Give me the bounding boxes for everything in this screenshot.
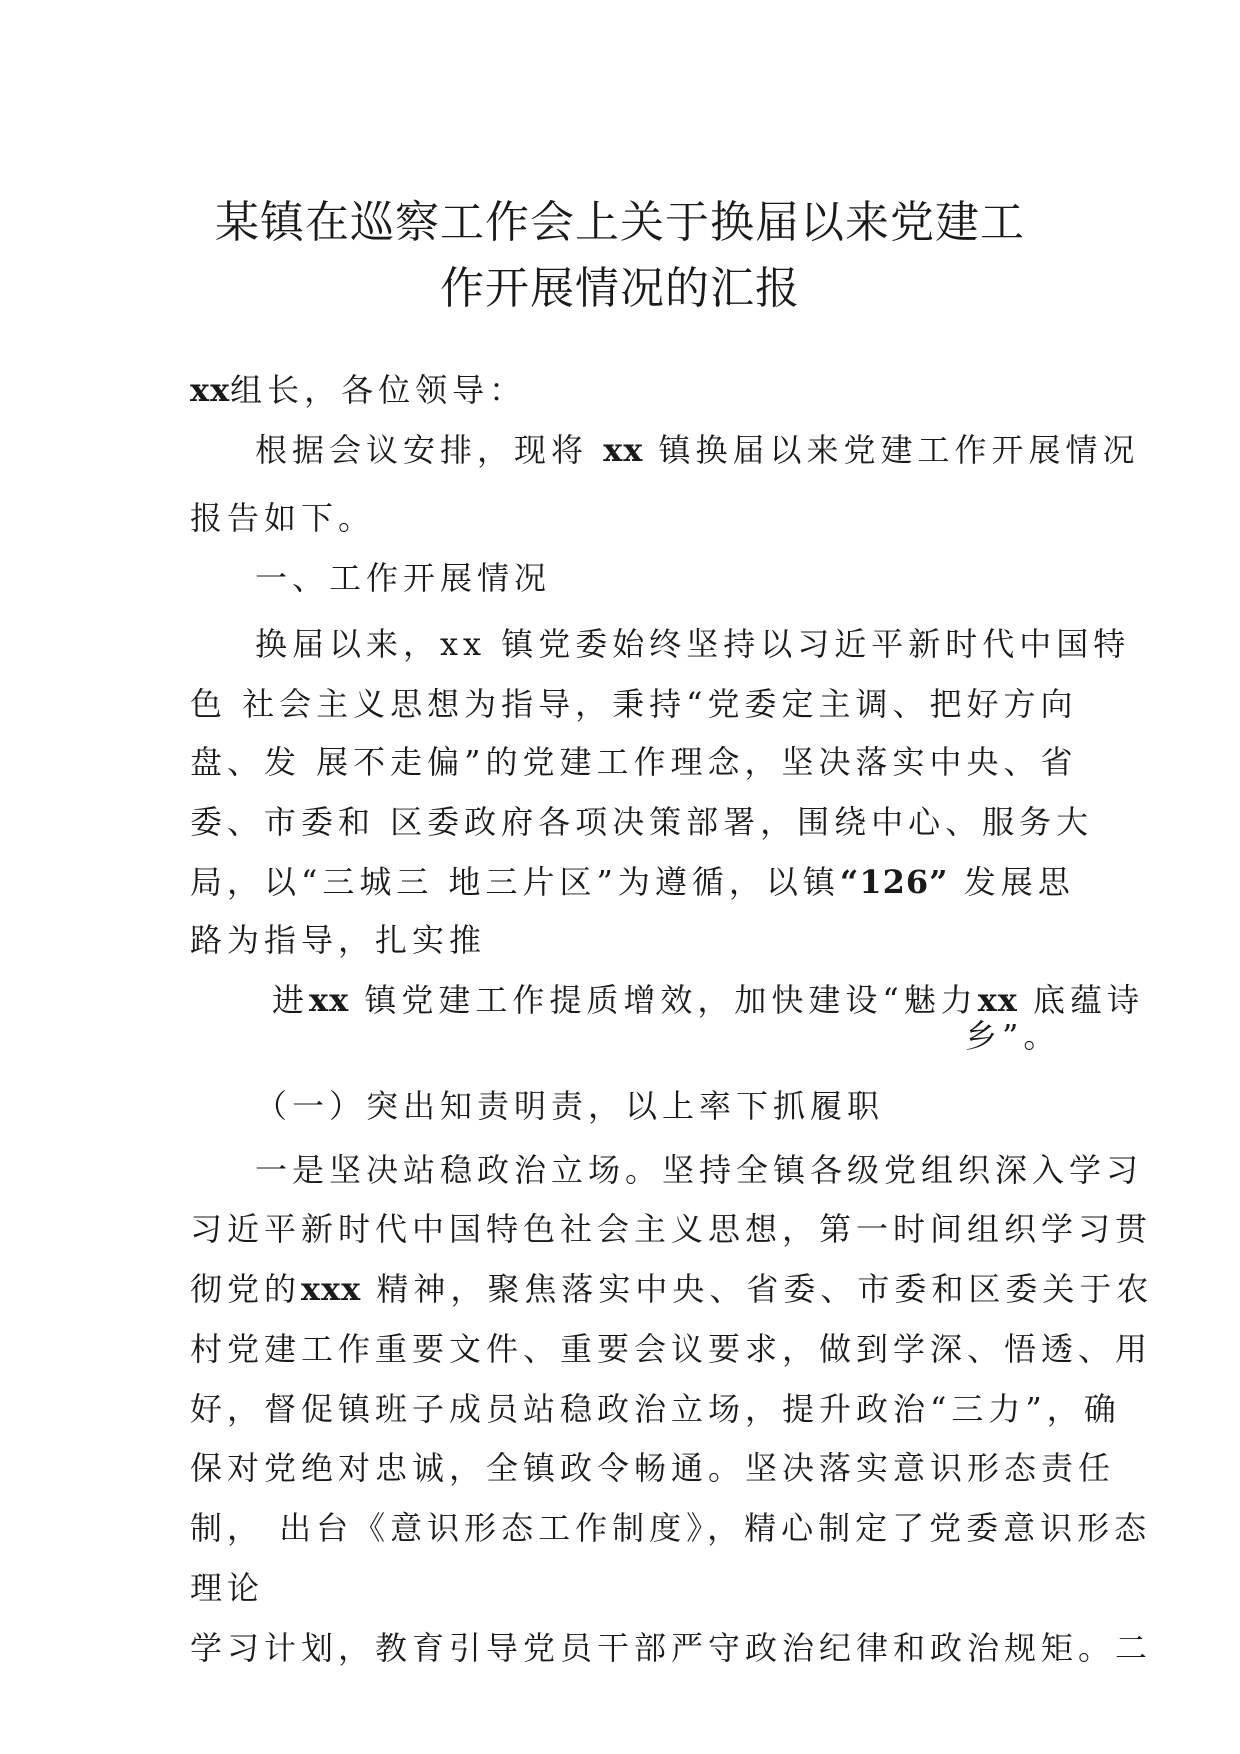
para1-line-6: 路为指导，扎实推: [190, 921, 487, 959]
subsection-heading-1: （一）突出知责明责，以上率下抓履职: [255, 1087, 885, 1125]
para2-line-2: 习近平新时代中国特色社会主义思想，第一时间组织学习贯: [190, 1210, 1153, 1248]
para2-line-3: [190, 1270, 1154, 1308]
para2-line-5: 好，督促镇班子成员站稳政治立场，提升政治“三力”，确: [190, 1390, 1121, 1428]
para-text: 镇党建工作提质增效，加快建设“魅力: [349, 981, 978, 1019]
town-name: xx: [977, 981, 1018, 1019]
strategy-number: “126”: [839, 863, 949, 901]
para2-line-7: 制， 出台《意识形态工作制度》，精心制定了党委意识形态: [190, 1509, 1152, 1547]
intro-line-1: [255, 431, 1140, 469]
para1-line-8: 乡”。: [965, 1017, 1061, 1055]
para2-line-9: 学习计划，教育引导党员干部严守政治纪律和政治规矩。二: [190, 1629, 1153, 1667]
section-heading-1: 一、工作开展情况: [255, 559, 552, 597]
document-title-line-1: 某镇在巡察工作会上关于换届以来党建工: [215, 197, 1025, 248]
para1-line-7: [272, 981, 1145, 1019]
para-text: 彻党的: [190, 1270, 302, 1308]
para2-line-4: 村党建工作重要文件、重要会议要求，做到学深、悟透、用: [190, 1330, 1153, 1368]
salutation-name: xx: [190, 371, 231, 409]
para1-line-3: 盘、发 展不走偏”的党建工作理念，坚决落实中央、省: [190, 743, 1078, 781]
para1-line-4: 委、市委和 区委政府各项决策部署，围绕中心、服务大: [190, 803, 1094, 841]
para-text: 局，以“三城三 地三片区”为遵循，以镇: [190, 863, 840, 901]
para-text: 精神，聚焦落实中央、省委、市委和区委关于农: [361, 1270, 1154, 1308]
para-text: 发展思: [948, 863, 1075, 901]
placeholder-text: xxx: [301, 1270, 362, 1308]
town-name: xx: [603, 431, 644, 469]
para-text: 进: [272, 981, 310, 1019]
para1-line-1: 换届以来，xx 镇党委始终坚持以习近平新时代中国特: [255, 625, 1131, 663]
intro-text: 镇换届以来党建工作开展情况: [643, 431, 1140, 469]
salutation: [190, 371, 527, 409]
para1-line-2: 色 社会主义思想为指导，秉持“党委定主调、把好方向: [190, 685, 1078, 723]
intro-text: 根据会议安排，现将: [255, 431, 604, 469]
town-name: xx: [309, 981, 350, 1019]
para2-line-6: 保对党绝对忠诚，全镇政令畅通。坚决落实意识形态责任: [190, 1449, 1116, 1487]
document-title-line-2: 作开展情况的汇报: [440, 263, 800, 314]
intro-line-2: 报告如下。: [190, 499, 376, 537]
para2-line-8: 理论: [190, 1569, 265, 1607]
para2-line-1: 一是坚决站稳政治立场。坚持全镇各级党组织深入学习: [255, 1151, 1144, 1189]
para1-line-5: [190, 863, 1075, 901]
salutation-text: 组长，各位领导：: [230, 371, 527, 409]
para-text: 底蕴诗: [1017, 981, 1145, 1019]
